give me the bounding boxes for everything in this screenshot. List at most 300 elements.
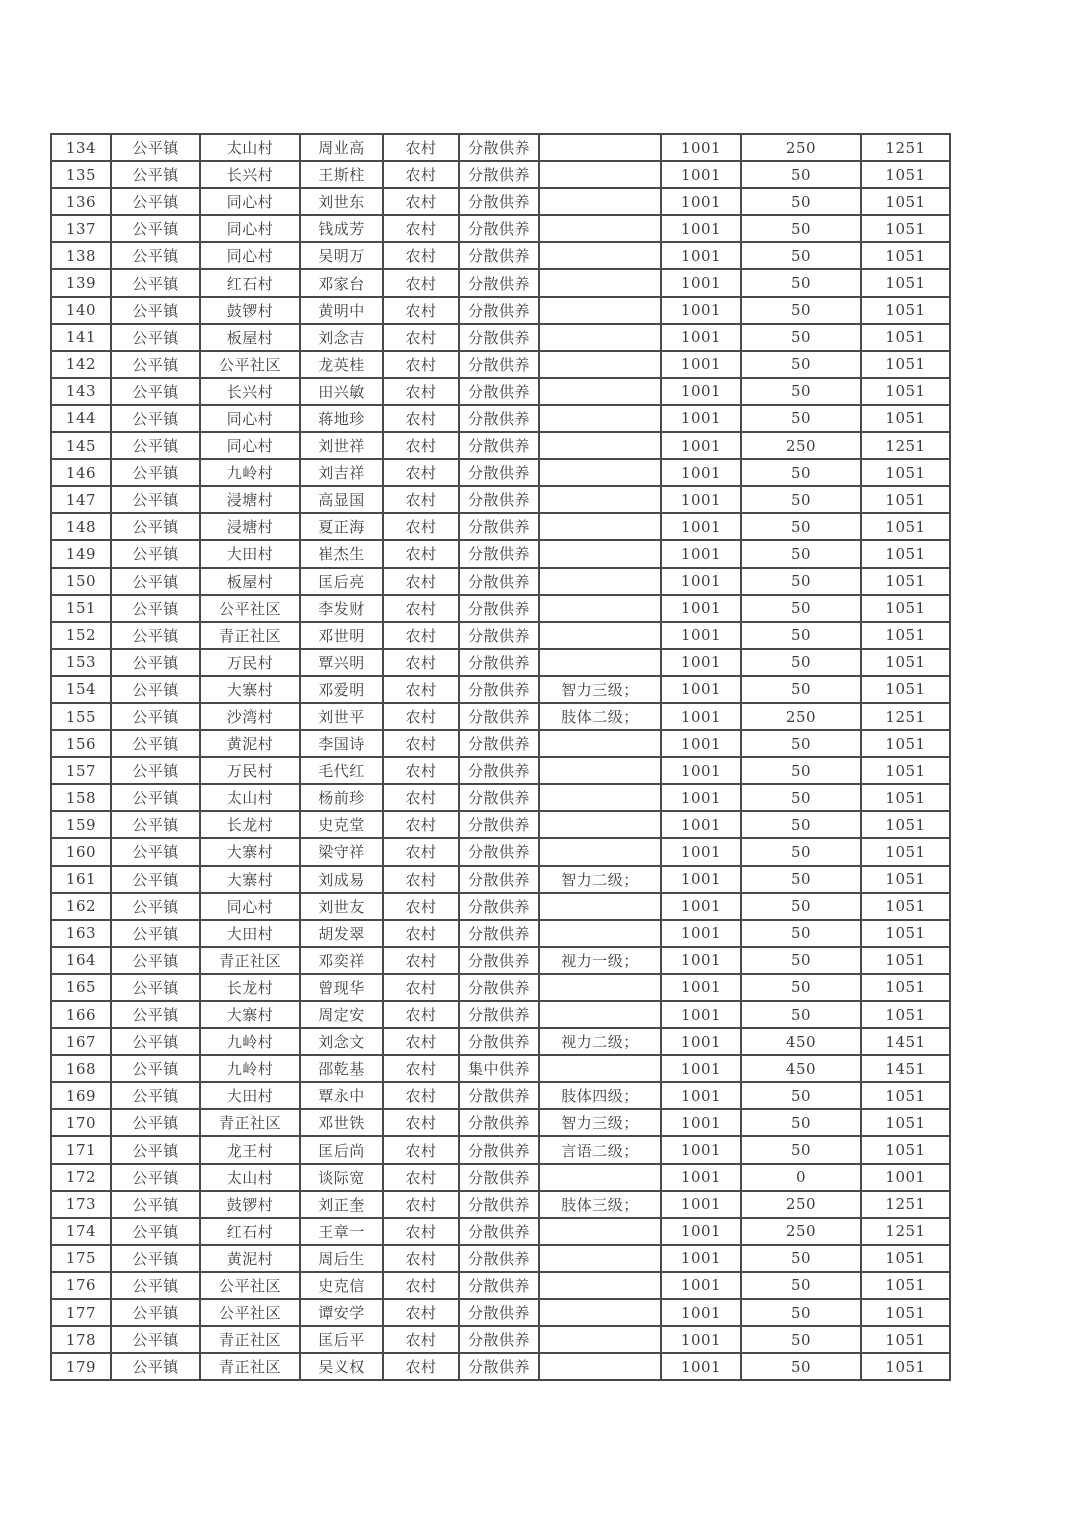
cell-disability-level: [539, 649, 661, 676]
cell-person-name: 蒋地珍: [300, 405, 383, 432]
cell-residence-type: 农村: [383, 1055, 459, 1082]
cell-village: 青正社区: [200, 622, 300, 649]
cell-town: 公平镇: [111, 1272, 200, 1299]
cell-town: 公平镇: [111, 649, 200, 676]
cell-support-type: 分散供养: [459, 920, 539, 947]
cell-total-amount: 1051: [861, 459, 950, 486]
cell-support-type: 分散供养: [459, 297, 539, 324]
cell-town: 公平镇: [111, 676, 200, 703]
cell-person-name: 高显国: [300, 486, 383, 513]
cell-base-amount: 1001: [661, 676, 741, 703]
cell-support-type: 分散供养: [459, 269, 539, 296]
cell-support-type: 分散供养: [459, 540, 539, 567]
table-row: [51, 1136, 950, 1163]
cell-disability-level: [539, 1326, 661, 1353]
cell-subsidy-amount: 50: [741, 1299, 861, 1326]
cell-row-number: 167: [51, 1028, 111, 1055]
table-row: [51, 703, 950, 730]
cell-support-type: 分散供养: [459, 893, 539, 920]
cell-village: 同心村: [200, 432, 300, 459]
cell-village: 青正社区: [200, 1326, 300, 1353]
cell-residence-type: 农村: [383, 269, 459, 296]
table-row: [51, 974, 950, 1001]
cell-row-number: 179: [51, 1353, 111, 1380]
cell-total-amount: 1251: [861, 1191, 950, 1218]
cell-base-amount: 1001: [661, 513, 741, 540]
cell-disability-level: 言语二级；: [539, 1136, 661, 1163]
cell-residence-type: 农村: [383, 838, 459, 865]
cell-person-name: 胡发翠: [300, 920, 383, 947]
cell-village: 大田村: [200, 1082, 300, 1109]
cell-village: 长龙村: [200, 974, 300, 1001]
cell-total-amount: 1051: [861, 486, 950, 513]
cell-disability-level: [539, 1272, 661, 1299]
cell-residence-type: 农村: [383, 974, 459, 1001]
cell-residence-type: 农村: [383, 215, 459, 242]
cell-row-number: 163: [51, 920, 111, 947]
cell-subsidy-amount: 50: [741, 486, 861, 513]
cell-residence-type: 农村: [383, 595, 459, 622]
cell-residence-type: 农村: [383, 866, 459, 893]
cell-total-amount: 1251: [861, 432, 950, 459]
cell-row-number: 139: [51, 269, 111, 296]
cell-base-amount: 1001: [661, 269, 741, 296]
cell-row-number: 149: [51, 540, 111, 567]
cell-subsidy-amount: 50: [741, 378, 861, 405]
cell-subsidy-amount: 250: [741, 703, 861, 730]
table-row: [51, 188, 950, 215]
cell-residence-type: 农村: [383, 1082, 459, 1109]
cell-village: 九岭村: [200, 1028, 300, 1055]
table-row: [51, 459, 950, 486]
cell-person-name: 覃永中: [300, 1082, 383, 1109]
cell-base-amount: 1001: [661, 838, 741, 865]
table-row: [51, 676, 950, 703]
cell-person-name: 谈际宽: [300, 1164, 383, 1191]
table-row: [51, 161, 950, 188]
cell-total-amount: 1051: [861, 568, 950, 595]
table-row: [51, 811, 950, 838]
cell-subsidy-amount: 50: [741, 730, 861, 757]
cell-village: 长兴村: [200, 378, 300, 405]
cell-person-name: 匡后亮: [300, 568, 383, 595]
cell-row-number: 147: [51, 486, 111, 513]
cell-support-type: 分散供养: [459, 1028, 539, 1055]
table-row: [51, 1218, 950, 1245]
cell-row-number: 153: [51, 649, 111, 676]
cell-disability-level: [539, 730, 661, 757]
cell-support-type: 分散供养: [459, 1326, 539, 1353]
cell-total-amount: 1051: [861, 1245, 950, 1272]
cell-disability-level: [539, 893, 661, 920]
cell-base-amount: 1001: [661, 811, 741, 838]
cell-residence-type: 农村: [383, 920, 459, 947]
cell-subsidy-amount: 50: [741, 811, 861, 838]
cell-disability-level: [539, 1299, 661, 1326]
cell-village: 青正社区: [200, 947, 300, 974]
cell-person-name: 刘正奎: [300, 1191, 383, 1218]
cell-residence-type: 农村: [383, 540, 459, 567]
cell-support-type: 分散供养: [459, 703, 539, 730]
cell-total-amount: 1051: [861, 866, 950, 893]
table-row: [51, 568, 950, 595]
cell-residence-type: 农村: [383, 161, 459, 188]
cell-residence-type: 农村: [383, 1245, 459, 1272]
cell-total-amount: 1251: [861, 703, 950, 730]
cell-residence-type: 农村: [383, 893, 459, 920]
cell-row-number: 171: [51, 1136, 111, 1163]
cell-base-amount: 1001: [661, 486, 741, 513]
cell-person-name: 吴义权: [300, 1353, 383, 1380]
cell-village: 同心村: [200, 405, 300, 432]
cell-disability-level: 视力二级；: [539, 1028, 661, 1055]
cell-town: 公平镇: [111, 1136, 200, 1163]
cell-total-amount: 1051: [861, 1272, 950, 1299]
cell-town: 公平镇: [111, 595, 200, 622]
cell-town: 公平镇: [111, 1245, 200, 1272]
table-row: [51, 1191, 950, 1218]
cell-base-amount: 1001: [661, 351, 741, 378]
cell-subsidy-amount: 50: [741, 269, 861, 296]
cell-support-type: 集中供养: [459, 1055, 539, 1082]
cell-residence-type: 农村: [383, 1136, 459, 1163]
cell-village: 公平社区: [200, 1272, 300, 1299]
cell-total-amount: 1251: [861, 134, 950, 161]
cell-village: 太山村: [200, 1164, 300, 1191]
cell-residence-type: 农村: [383, 1299, 459, 1326]
cell-total-amount: 1051: [861, 215, 950, 242]
cell-person-name: 龙英桂: [300, 351, 383, 378]
cell-person-name: 邓奕祥: [300, 947, 383, 974]
cell-residence-type: 农村: [383, 432, 459, 459]
cell-base-amount: 1001: [661, 703, 741, 730]
cell-disability-level: [539, 242, 661, 269]
cell-total-amount: 1051: [861, 1082, 950, 1109]
cell-support-type: 分散供养: [459, 1299, 539, 1326]
cell-row-number: 143: [51, 378, 111, 405]
cell-village: 青正社区: [200, 1109, 300, 1136]
cell-disability-level: 肢体三级；: [539, 1191, 661, 1218]
cell-disability-level: 视力一级；: [539, 947, 661, 974]
table-row: [51, 405, 950, 432]
cell-disability-level: [539, 540, 661, 567]
cell-residence-type: 农村: [383, 703, 459, 730]
table-row: [51, 269, 950, 296]
cell-village: 沙湾村: [200, 703, 300, 730]
cell-village: 万民村: [200, 649, 300, 676]
cell-disability-level: [539, 486, 661, 513]
cell-disability-level: [539, 378, 661, 405]
cell-total-amount: 1051: [861, 784, 950, 811]
cell-support-type: 分散供养: [459, 161, 539, 188]
table-row: [51, 838, 950, 865]
cell-disability-level: [539, 351, 661, 378]
cell-person-name: 李国诗: [300, 730, 383, 757]
cell-subsidy-amount: 450: [741, 1028, 861, 1055]
cell-person-name: 王章一: [300, 1218, 383, 1245]
table-row: [51, 540, 950, 567]
cell-row-number: 168: [51, 1055, 111, 1082]
cell-person-name: 匡后平: [300, 1326, 383, 1353]
cell-base-amount: 1001: [661, 757, 741, 784]
cell-disability-level: [539, 1164, 661, 1191]
cell-residence-type: 农村: [383, 1191, 459, 1218]
cell-person-name: 刘世东: [300, 188, 383, 215]
table-row: [51, 432, 950, 459]
cell-row-number: 145: [51, 432, 111, 459]
cell-subsidy-amount: 250: [741, 1218, 861, 1245]
cell-town: 公平镇: [111, 1218, 200, 1245]
cell-support-type: 分散供养: [459, 974, 539, 1001]
cell-row-number: 165: [51, 974, 111, 1001]
table-row: [51, 1028, 950, 1055]
cell-support-type: 分散供养: [459, 1191, 539, 1218]
cell-disability-level: [539, 297, 661, 324]
cell-person-name: 李发财: [300, 595, 383, 622]
cell-support-type: 分散供养: [459, 838, 539, 865]
cell-person-name: 夏正海: [300, 513, 383, 540]
cell-disability-level: [539, 784, 661, 811]
cell-disability-level: [539, 1001, 661, 1028]
cell-base-amount: 1001: [661, 1218, 741, 1245]
cell-row-number: 155: [51, 703, 111, 730]
cell-base-amount: 1001: [661, 324, 741, 351]
cell-village: 大寨村: [200, 838, 300, 865]
cell-residence-type: 农村: [383, 947, 459, 974]
cell-residence-type: 农村: [383, 324, 459, 351]
cell-total-amount: 1051: [861, 242, 950, 269]
cell-support-type: 分散供养: [459, 1082, 539, 1109]
cell-row-number: 157: [51, 757, 111, 784]
cell-village: 同心村: [200, 188, 300, 215]
cell-town: 公平镇: [111, 432, 200, 459]
cell-town: 公平镇: [111, 920, 200, 947]
cell-town: 公平镇: [111, 947, 200, 974]
cell-total-amount: 1051: [861, 1299, 950, 1326]
cell-residence-type: 农村: [383, 568, 459, 595]
cell-disability-level: [539, 269, 661, 296]
cell-town: 公平镇: [111, 1164, 200, 1191]
cell-row-number: 178: [51, 1326, 111, 1353]
cell-town: 公平镇: [111, 757, 200, 784]
cell-base-amount: 1001: [661, 134, 741, 161]
cell-base-amount: 1001: [661, 784, 741, 811]
table-row: [51, 242, 950, 269]
cell-support-type: 分散供养: [459, 757, 539, 784]
cell-base-amount: 1001: [661, 405, 741, 432]
table-row: [51, 1001, 950, 1028]
cell-base-amount: 1001: [661, 1028, 741, 1055]
cell-base-amount: 1001: [661, 1136, 741, 1163]
cell-subsidy-amount: 50: [741, 540, 861, 567]
cell-row-number: 169: [51, 1082, 111, 1109]
cell-village: 万民村: [200, 757, 300, 784]
table-row: [51, 324, 950, 351]
cell-row-number: 166: [51, 1001, 111, 1028]
cell-row-number: 172: [51, 1164, 111, 1191]
cell-total-amount: 1051: [861, 297, 950, 324]
cell-residence-type: 农村: [383, 1218, 459, 1245]
cell-town: 公平镇: [111, 540, 200, 567]
cell-total-amount: 1251: [861, 1218, 950, 1245]
cell-town: 公平镇: [111, 1191, 200, 1218]
cell-subsidy-amount: 50: [741, 920, 861, 947]
cell-support-type: 分散供养: [459, 1001, 539, 1028]
cell-disability-level: [539, 432, 661, 459]
cell-total-amount: 1051: [861, 622, 950, 649]
cell-disability-level: [539, 188, 661, 215]
cell-row-number: 137: [51, 215, 111, 242]
cell-town: 公平镇: [111, 513, 200, 540]
cell-disability-level: [539, 1055, 661, 1082]
cell-subsidy-amount: 50: [741, 405, 861, 432]
cell-residence-type: 农村: [383, 459, 459, 486]
cell-disability-level: [539, 838, 661, 865]
cell-subsidy-amount: 50: [741, 649, 861, 676]
cell-disability-level: [539, 134, 661, 161]
cell-total-amount: 1051: [861, 1136, 950, 1163]
cell-town: 公平镇: [111, 622, 200, 649]
cell-subsidy-amount: 50: [741, 893, 861, 920]
cell-disability-level: [539, 622, 661, 649]
cell-town: 公平镇: [111, 459, 200, 486]
cell-disability-level: [539, 1218, 661, 1245]
cell-base-amount: 1001: [661, 947, 741, 974]
cell-residence-type: 农村: [383, 811, 459, 838]
cell-residence-type: 农村: [383, 622, 459, 649]
cell-person-name: 匡后尚: [300, 1136, 383, 1163]
cell-support-type: 分散供养: [459, 134, 539, 161]
cell-row-number: 159: [51, 811, 111, 838]
cell-support-type: 分散供养: [459, 405, 539, 432]
cell-support-type: 分散供养: [459, 1353, 539, 1380]
cell-disability-level: [539, 324, 661, 351]
cell-person-name: 刘吉祥: [300, 459, 383, 486]
cell-town: 公平镇: [111, 1028, 200, 1055]
cell-disability-level: [539, 215, 661, 242]
cell-support-type: 分散供养: [459, 1164, 539, 1191]
cell-disability-level: [539, 405, 661, 432]
cell-residence-type: 农村: [383, 784, 459, 811]
cell-base-amount: 1001: [661, 1001, 741, 1028]
cell-total-amount: 1051: [861, 540, 950, 567]
cell-row-number: 135: [51, 161, 111, 188]
cell-residence-type: 农村: [383, 676, 459, 703]
cell-disability-level: 肢体四级；: [539, 1082, 661, 1109]
cell-residence-type: 农村: [383, 649, 459, 676]
cell-subsidy-amount: 50: [741, 1001, 861, 1028]
table-row: [51, 784, 950, 811]
cell-support-type: 分散供养: [459, 1136, 539, 1163]
cell-subsidy-amount: 50: [741, 324, 861, 351]
cell-disability-level: [539, 1245, 661, 1272]
cell-total-amount: 1051: [861, 838, 950, 865]
cell-base-amount: 1001: [661, 1326, 741, 1353]
table-row: [51, 1082, 950, 1109]
cell-subsidy-amount: 50: [741, 297, 861, 324]
cell-total-amount: 1451: [861, 1028, 950, 1055]
cell-disability-level: 智力二级；: [539, 866, 661, 893]
cell-disability-level: 肢体二级；: [539, 703, 661, 730]
cell-base-amount: 1001: [661, 568, 741, 595]
table-row: [51, 1353, 950, 1380]
cell-total-amount: 1051: [861, 1109, 950, 1136]
cell-residence-type: 农村: [383, 1109, 459, 1136]
cell-total-amount: 1051: [861, 649, 950, 676]
table-row: [51, 1245, 950, 1272]
cell-village: 九岭村: [200, 459, 300, 486]
table-row: [51, 595, 950, 622]
cell-row-number: 174: [51, 1218, 111, 1245]
table-row: [51, 378, 950, 405]
cell-support-type: 分散供养: [459, 1109, 539, 1136]
cell-base-amount: 1001: [661, 432, 741, 459]
cell-town: 公平镇: [111, 405, 200, 432]
cell-support-type: 分散供养: [459, 324, 539, 351]
cell-row-number: 158: [51, 784, 111, 811]
cell-row-number: 150: [51, 568, 111, 595]
cell-row-number: 154: [51, 676, 111, 703]
cell-row-number: 160: [51, 838, 111, 865]
cell-subsidy-amount: 50: [741, 1082, 861, 1109]
cell-disability-level: 智力三级；: [539, 676, 661, 703]
cell-residence-type: 农村: [383, 1028, 459, 1055]
cell-row-number: 175: [51, 1245, 111, 1272]
cell-village: 浸塘村: [200, 486, 300, 513]
cell-base-amount: 1001: [661, 649, 741, 676]
cell-residence-type: 农村: [383, 297, 459, 324]
cell-row-number: 140: [51, 297, 111, 324]
cell-town: 公平镇: [111, 1299, 200, 1326]
cell-total-amount: 1051: [861, 269, 950, 296]
cell-town: 公平镇: [111, 568, 200, 595]
cell-support-type: 分散供养: [459, 242, 539, 269]
cell-person-name: 刘念文: [300, 1028, 383, 1055]
cell-subsidy-amount: 50: [741, 622, 861, 649]
cell-town: 公平镇: [111, 1353, 200, 1380]
cell-total-amount: 1051: [861, 595, 950, 622]
cell-subsidy-amount: 50: [741, 242, 861, 269]
cell-village: 板屋村: [200, 568, 300, 595]
cell-residence-type: 农村: [383, 1272, 459, 1299]
cell-person-name: 刘念吉: [300, 324, 383, 351]
cell-row-number: 177: [51, 1299, 111, 1326]
cell-person-name: 崔杰生: [300, 540, 383, 567]
cell-residence-type: 农村: [383, 188, 459, 215]
cell-base-amount: 1001: [661, 1299, 741, 1326]
cell-village: 大寨村: [200, 676, 300, 703]
cell-residence-type: 农村: [383, 242, 459, 269]
cell-residence-type: 农村: [383, 757, 459, 784]
cell-subsidy-amount: 450: [741, 1055, 861, 1082]
table-row: [51, 1164, 950, 1191]
cell-residence-type: 农村: [383, 513, 459, 540]
cell-subsidy-amount: 50: [741, 1109, 861, 1136]
cell-base-amount: 1001: [661, 297, 741, 324]
cell-support-type: 分散供养: [459, 568, 539, 595]
cell-total-amount: 1051: [861, 676, 950, 703]
cell-support-type: 分散供养: [459, 866, 539, 893]
cell-town: 公平镇: [111, 188, 200, 215]
cell-subsidy-amount: 0: [741, 1164, 861, 1191]
cell-subsidy-amount: 50: [741, 676, 861, 703]
cell-support-type: 分散供养: [459, 378, 539, 405]
cell-subsidy-amount: 50: [741, 459, 861, 486]
cell-person-name: 邓爱明: [300, 676, 383, 703]
cell-person-name: 曾现华: [300, 974, 383, 1001]
table-row: [51, 1326, 950, 1353]
cell-base-amount: 1001: [661, 1109, 741, 1136]
